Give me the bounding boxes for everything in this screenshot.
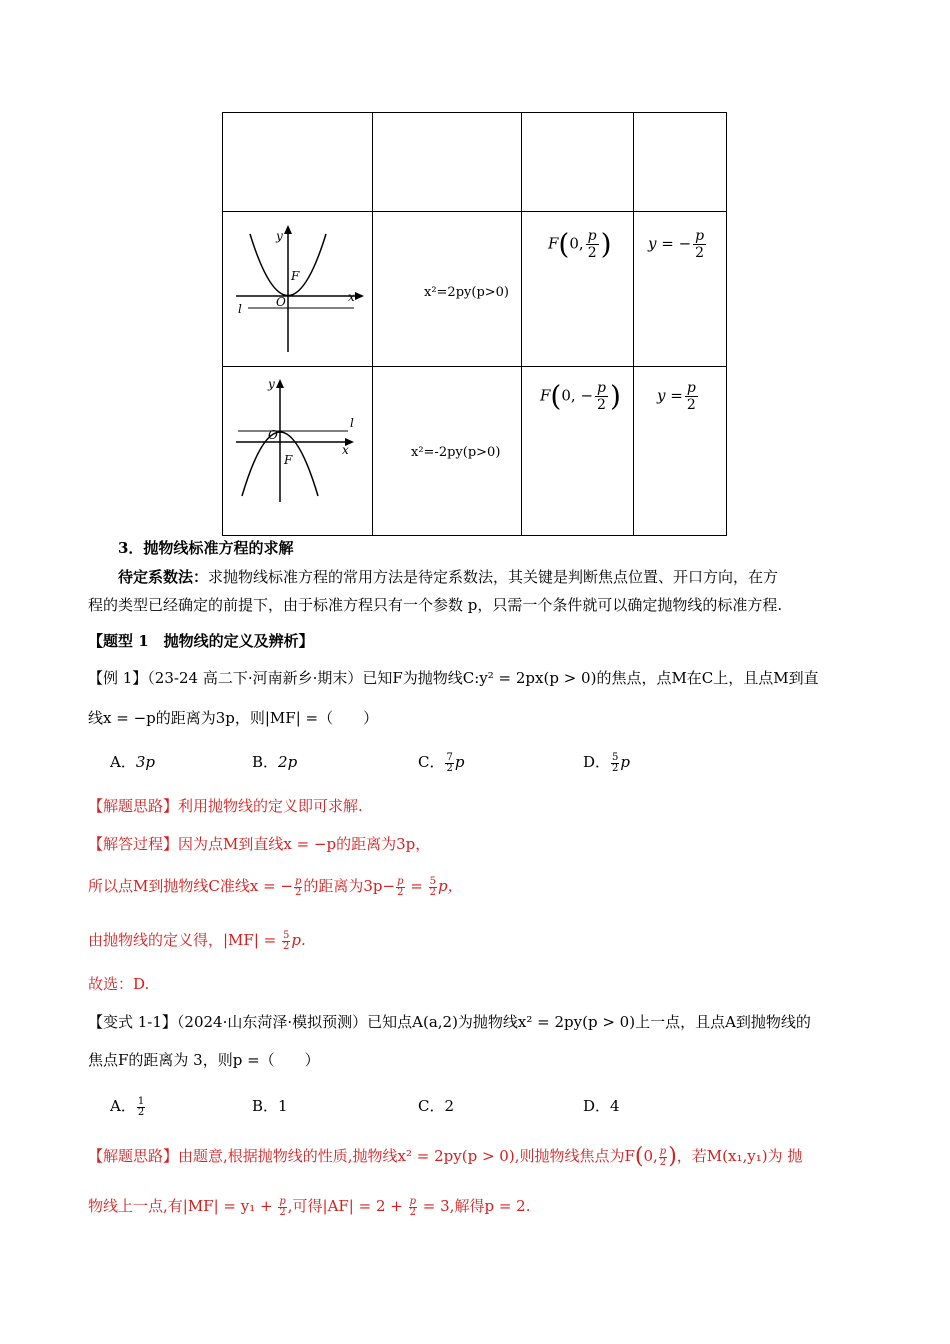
variant11-line1: 【变式 1-1】（2024·山东菏泽·模拟预测）已知点A(a,2)为抛物线x² = 2py(p > 0)上一点，且点A到抛物线的: [88, 1013, 811, 1031]
downward-parabola-graph: [228, 376, 368, 506]
example1-process-1: 【解答过程】因为点M到直线x = −p的距离为3p，: [88, 835, 431, 853]
variant11-option-a: A． $\frac{1}{2}$: [110, 1095, 145, 1118]
graph-directrix-label: l: [238, 302, 242, 316]
y-axis-arrow-icon: [276, 379, 284, 388]
row3-focus: F(0, − $\frac{p}{2}$ ): [540, 379, 621, 413]
method-line-2: 程的类型已经确定的前提下，由于标准方程只有一个参数 p，只需一个条件就可以确定抛物线的标准方程.: [88, 596, 783, 614]
y-axis-arrow-icon: [284, 225, 292, 234]
variant11-option-c: C．2: [418, 1097, 455, 1115]
graph-y-label: y: [276, 229, 283, 243]
graph-x-label: x: [348, 290, 355, 304]
example1-line1: 【例 1】（23-24 高二下·河南新乡·期末）已知F为抛物线C:y² = 2px(p > 0)的焦点，点M在C上，且点M到直: [88, 669, 819, 687]
example1-option-b: B．2p: [252, 753, 298, 771]
variant11-idea-1: 【解题思路】由题意,根据抛物线的性质,抛物线x² = 2py(p > 0),则抛物线焦点为F(0, $\frac{p}{2}$ )，若M(x₁,y₁)为 抛: [88, 1144, 803, 1169]
type1-heading: 【题型 1 抛物线的定义及辨析】: [88, 632, 314, 650]
graph-origin-label: O: [268, 428, 278, 442]
graph-focus-label: F: [284, 453, 293, 467]
row2-equation: x²=2py(p>0): [424, 285, 510, 300]
row3-equation: x²=-2py(p>0): [411, 445, 501, 460]
section3-heading: 3．抛物线标准方程的求解: [118, 539, 294, 557]
graph-y-label: y: [268, 377, 275, 391]
graph-directrix-label: l: [350, 416, 354, 430]
graph-focus-label: F: [291, 269, 300, 283]
example1-idea: 【解题思路】利用抛物线的定义即可求解.: [88, 797, 363, 815]
row2-focus: F(0, $\frac{p}{2}$ ): [548, 227, 612, 261]
example1-answer: 故选：D.: [88, 975, 150, 993]
variant11-option-b: B．1: [252, 1097, 288, 1115]
x-axis-arrow-icon: [355, 292, 364, 300]
example1-process-3: 由抛物线的定义得，|MF| = $\frac{5}{2}$ p.: [88, 929, 306, 952]
method-line-1: 待定系数法：求抛物线标准方程的常用方法是待定系数法，其关键是判断焦点位置、开口方向，在方: [118, 568, 779, 586]
variant11-line2: 焦点F的距离为 3，则p =（ ）: [88, 1051, 320, 1069]
variant11-option-d: D．4: [583, 1097, 620, 1115]
example1-line2: 线x = −p的距离为3p，则|MF| =（ ）: [88, 709, 379, 727]
graph-origin-label: O: [276, 295, 286, 309]
graph-x-label: x: [342, 443, 349, 457]
upward-parabola-graph: [228, 222, 368, 357]
example1-option-a: A．3p: [110, 753, 155, 771]
example1-option-c: C． $\frac{7}{2}$ p: [418, 751, 465, 774]
variant11-idea-2: 物线上一点,有|MF| = y₁ + $\frac{p}{2}$ ,可得|AF| = 2 + $\frac{p}{2}$ = 3,解得p = 2.: [88, 1195, 531, 1218]
example1-option-d: D． $\frac{5}{2}$ p: [583, 751, 631, 774]
row3-directrix: y = $\frac{p}{2}$: [657, 380, 696, 413]
example1-process-2: 所以点M到抛物线C准线x = − $\frac{p}{2}$ 的距离为3p− $\frac{p}{2}$ = $\frac{5}{2}$ p，: [88, 875, 463, 898]
row2-directrix: y = − $\frac{p}{2}$: [648, 228, 705, 261]
